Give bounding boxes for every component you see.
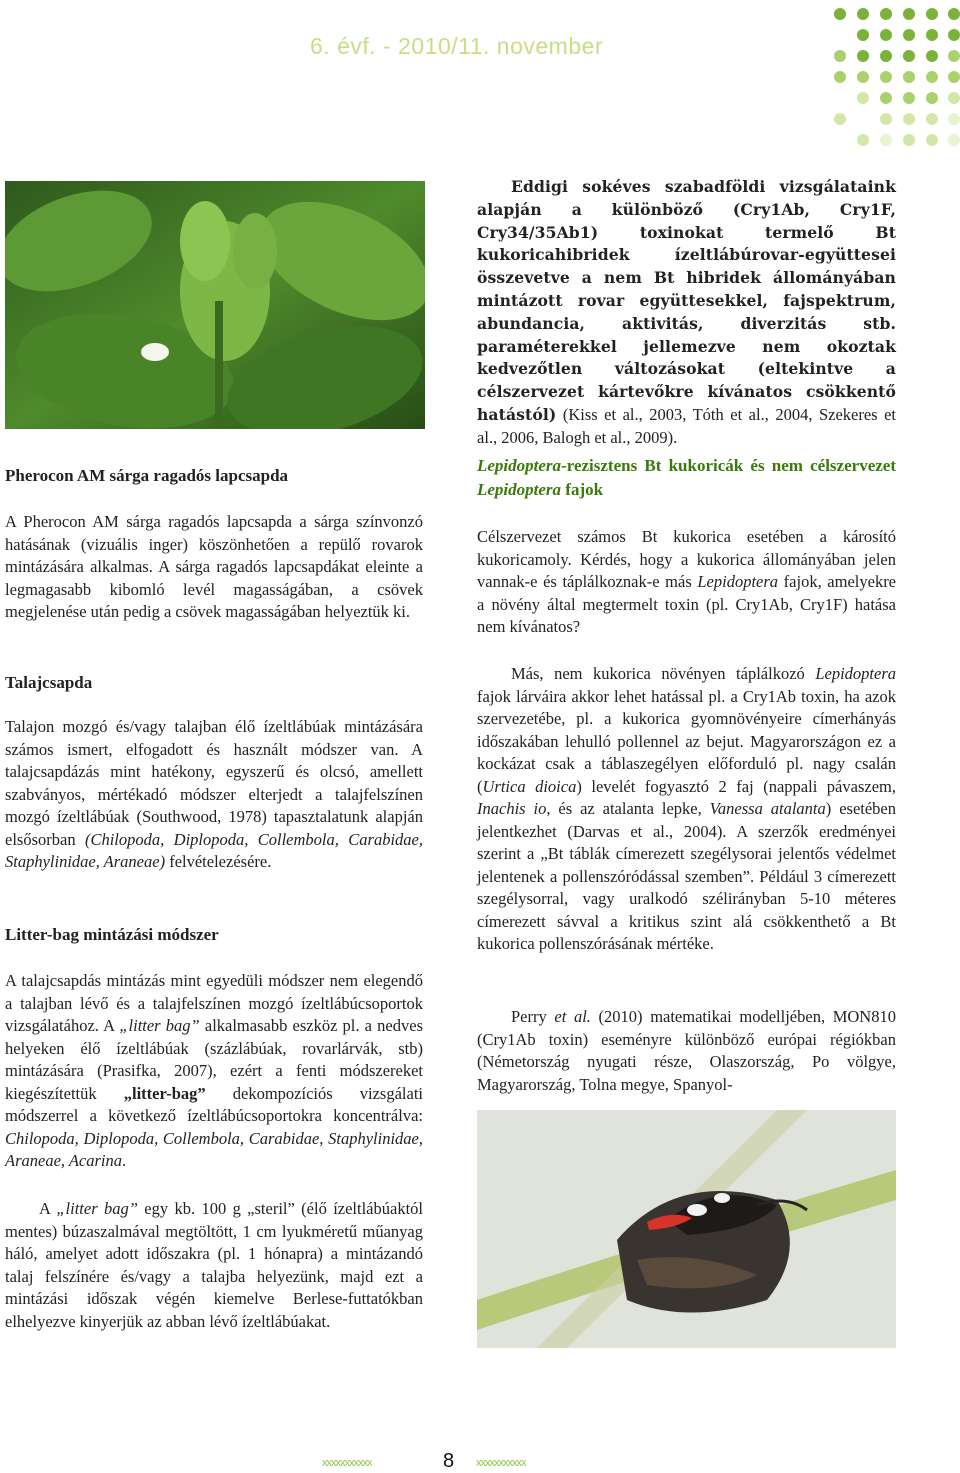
talajcsapda-paragraph	[5, 716, 423, 874]
pherocon-paragraph	[5, 511, 423, 624]
talaj-text: Talajon mozgó és/vagy talajban élő ízeltlábúak mintázására számos ismert, elfogadott és használt módszer van. A talajcsapdázás mint hatékony, egyszerű és olcsó, amellett szabványos, mértékadó módszer elterjedt a talajfelszínen mozgó ízeltlábúak (Southwood, 1978) tapasztalatunk alapján elsősorban	[5, 717, 423, 849]
litter-paragraph	[5, 970, 423, 1173]
mas-italic-4: Vanessa atalanta	[709, 799, 826, 818]
mas-text-c: ) levelét fogyasztó 2 faj (nappali pávaszem,	[576, 776, 896, 796]
pherocon-text: A Pherocon AM sárga ragadós lapcsapda a sárga színvonzó hatásának (vizuális inger) köszönhetően a repülő rovarok mintázására alkalmas. A sárga ragadós lapcsapdákat eleinte a legmagasabb kibomló levél magasságában, a csövek megjelenése után pedig a csövek magasságában helyeztük ki.	[5, 512, 423, 621]
perry-text-b: (2010) matematikai modelljében, MON810 (Cry1Ab toxin) eseményre különböző európai régiókban (Németország nyugati része, Olaszország, Po völgye, Magyarország, Tolna megye, Spanyol-	[477, 1007, 896, 1094]
page-header	[0, 0, 960, 140]
lep-heading-italic-2: Lepidoptera	[477, 480, 562, 499]
bag-text-b: egy kb. 100 g „steril” (élő ízeltlábúaktól mentes) búzaszalmával megtöltött, 1 cm lyukméretű műanyag háló, amelyet adott időszakra (pl. 1 hónapra) a mintázandó talaj felszínére és/vagy a talajba helyezünk, majd ezt a mintázási időszak végén kiemelve Berlese-futtatókban elhelyezve kinyerjük az abban lévő ízeltlábúakat.	[5, 1199, 423, 1331]
litter-text-bold: „litter-bag”	[123, 1083, 206, 1103]
cel-text-italic: Lepidoptera	[697, 572, 779, 591]
perry-text-a: Perry	[511, 1007, 555, 1026]
litter-text-italic-1: „litter bag”	[119, 1016, 200, 1035]
lep-heading-text-b: fajok	[561, 480, 604, 499]
mas-italic-1: Lepidoptera	[815, 664, 896, 683]
talaj-taxa: (Chilopoda, Diplopoda, Collembola, Carabidae, Staphylinidae, Araneae)	[5, 829, 423, 871]
litter-text-a: A talajcsapdás mintázás mint egyedüli módszer nem elegendő a talajban lévő és a talajfelszínen mozgó ízeltlábúcsoportok vizsgálatához. A	[5, 971, 423, 1035]
intro-paragraph	[477, 176, 896, 449]
litter-bag-paragraph	[5, 1198, 423, 1333]
mas-text-d: , és az atalanta lepke,	[546, 799, 710, 818]
litter-section	[5, 924, 423, 947]
footer-ornament-left: xxxxxxxxxxx	[322, 1457, 372, 1469]
mas-text-b: fajok lárváira akkor lehet hatással pl. a Cry1Ab toxin, ha azok szervezetébe, pl. a kukorica gyomnövényeire címerhányás időszakában lehulló pollennel az bejut. Magyarországon ez a kockázat csak a táblaszegélyen előforduló pl. nagy csalán (	[477, 686, 896, 796]
bag-text-italic: „litter bag”	[56, 1199, 138, 1218]
intro-references: (Kiss et al., 2003, Tóth et al., 2004, Szekeres et al., 2006, Balogh et al., 2009).	[477, 404, 896, 447]
lep-heading-text-a: -rezisztens Bt kukoricák és nem célszervezet	[561, 456, 896, 475]
cel-text-b: fajok, amelyekre a növény által megtermelt toxin (pl. Cry1Ab, Cry1F) hatása nem kívánatos?	[477, 572, 897, 636]
perry-paragraph	[477, 1006, 896, 1096]
butterfly-photo	[477, 1110, 896, 1348]
cel-text-a: Célszervezet számos Bt kukorica esetében a károsító kukoricamoly. Kérdés, hogy a kukorica állományában jelen vannak-e és táplálkoznak-e más	[477, 527, 896, 591]
mas-paragraph	[477, 663, 896, 956]
bag-text-a: A	[39, 1199, 57, 1218]
mas-italic-3: Inachis io	[477, 799, 547, 818]
litter-heading: Litter-bag mintázási módszer	[5, 925, 219, 944]
mas-text-a: Más, nem kukorica növényen táplálkozó	[511, 664, 816, 683]
issue-label: 6. évf. - 2010/11. november	[310, 33, 604, 59]
litter-text-c: dekompozíciós vizsgálati módszerrel a következő ízeltlábúcsoportokra koncentrálva:	[5, 1083, 424, 1125]
talaj-text-end: felvételezésére.	[165, 852, 272, 871]
lep-heading-italic-1: Lepidoptera	[477, 456, 562, 475]
talajcsapda-section	[5, 672, 423, 695]
intro-bold-text: Eddigi sokéves szabadföldi vizsgálataink alapján a különböző (Cry1Ab, Cry1F, Cry34/35Ab1) toxinokat termelő Bt kukoricahibridek ízeltlábúrovar-együttesei összevetve a nem Bt hibridek állományában mintázott rovar együttesekkel, fajspektrum, abundancia, aktivitás, diverzitás stb. paraméterekkel jellemezve nem okoztak kedvezőtlen változásokat (eltekintve a célszervezet kártevőkre kívánatos csökkentő hatástól)	[477, 177, 896, 424]
perry-italic: et al.	[554, 1007, 591, 1026]
pherocon-section	[5, 465, 423, 488]
mas-italic-2: Urtica dioica	[482, 776, 577, 796]
litter-taxa: Chilopoda, Diplopoda, Collembola, Carabidae, Staphylinidae, Araneae, Acarina	[5, 1128, 423, 1170]
pherocon-heading: Pherocon AM sárga ragadós lapcsapda	[5, 466, 289, 485]
litter-text-d: .	[122, 1151, 127, 1170]
page-number: 8	[443, 1450, 455, 1472]
nettle-photo	[5, 181, 425, 429]
mas-text-e: ) esetében jelentkezhet (Darvas et al., 2004). A szerzők eredményei szerint a „Bt táblák címerezett szegélysorai jelentős védelmet jelentenek a pollenszóródással szemben”. Például 3 címerezett szegélysorral, vagy uralkodó szélirányban 5-10 méteres címerezett sávval a kritikus szint alá csökkenthető a Bt kukorica pollenszórásának mértéke.	[477, 799, 897, 953]
decorative-dot-grid	[828, 6, 960, 156]
lepidoptera-heading	[477, 454, 896, 502]
talajcsapda-heading: Talajcsapda	[5, 673, 93, 692]
litter-text-b: alkalmasabb eszköz pl. a nedves helyeken élő ízeltlábúak (százlábúak, rovarlárvák, stb) mintázására (Prasifka, 2007), ezért a fenti módszereket kiegészítettük	[5, 1016, 423, 1103]
celszervezet-paragraph	[477, 526, 896, 639]
footer-ornament-right: xxxxxxxxxxx	[476, 1457, 526, 1469]
